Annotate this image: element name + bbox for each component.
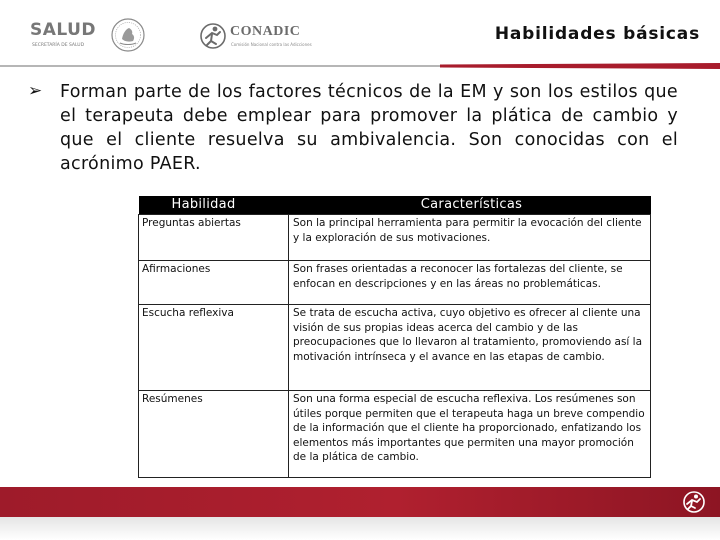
footer-shade	[0, 517, 720, 540]
conadic-emblem-icon	[200, 22, 226, 50]
table-row	[139, 391, 651, 478]
table-row	[139, 215, 651, 261]
arrow-bullet-icon: ➢	[28, 81, 43, 101]
conadic-logo-name: CONADIC	[230, 24, 301, 39]
salud-logo-subtitle: SECRETARÍA DE SALUD	[32, 43, 85, 48]
footer-bar	[0, 487, 720, 517]
mexico-seal-icon	[110, 16, 146, 54]
skill-cell: Afirmaciones	[139, 261, 289, 305]
table-header-row	[139, 196, 651, 215]
salud-logo-name: SALUD	[30, 20, 97, 40]
description-cell: Son una forma especial de escucha reflexiva. Los resúmenes son útiles porque permiten que el terapeuta haga un breve compendio de la información que el cliente ha proporcionado, enfatizando los elementos más importantes que permiten una mayor promoción de la plática de cambio.	[289, 391, 651, 478]
bullet-point	[28, 80, 678, 176]
skill-cell: Escucha reflexiva	[139, 305, 289, 391]
description-cell: Son la principal herramienta para permitir la evocación del cliente y la exploración de sus motivaciones.	[289, 215, 651, 261]
column-header-characteristics: Características	[289, 196, 651, 215]
bullet-text: Forman parte de los factores técnicos de la EM y son los estilos que el terapeuta debe emplear para promover la plática de cambio y que el cliente resuelva su ambivalencia. Son conocidas con el acrónimo PAER.	[60, 82, 678, 174]
description-cell: Son frases orientadas a reconocer las fortalezas del cliente, se enfocan en descripciones y en las áreas no problemáticas.	[289, 261, 651, 305]
skills-table	[138, 196, 651, 478]
description-cell: Se trata de escucha activa, cuyo objetivo es ofrecer al cliente una visión de sus propias ideas acerca del cambio y de las preocupaciones que lo llevaron al tratamiento, promoviendo así la motivación intrínseca y el avance en las etapas de cambio.	[289, 305, 651, 391]
table-row	[139, 305, 651, 391]
conadic-figure-icon	[682, 491, 706, 513]
title-underline	[0, 62, 720, 70]
column-header-skill: Habilidad	[139, 196, 289, 215]
page-title: Habilidades básicas	[494, 24, 700, 44]
header-logos	[0, 0, 440, 64]
conadic-logo	[200, 22, 310, 52]
table-row	[139, 261, 651, 305]
skill-cell: Resúmenes	[139, 391, 289, 478]
skill-cell: Preguntas abiertas	[139, 215, 289, 261]
salud-logo	[28, 18, 108, 52]
conadic-logo-subtitle: Comisión Nacional contra las Adicciones	[231, 42, 312, 47]
